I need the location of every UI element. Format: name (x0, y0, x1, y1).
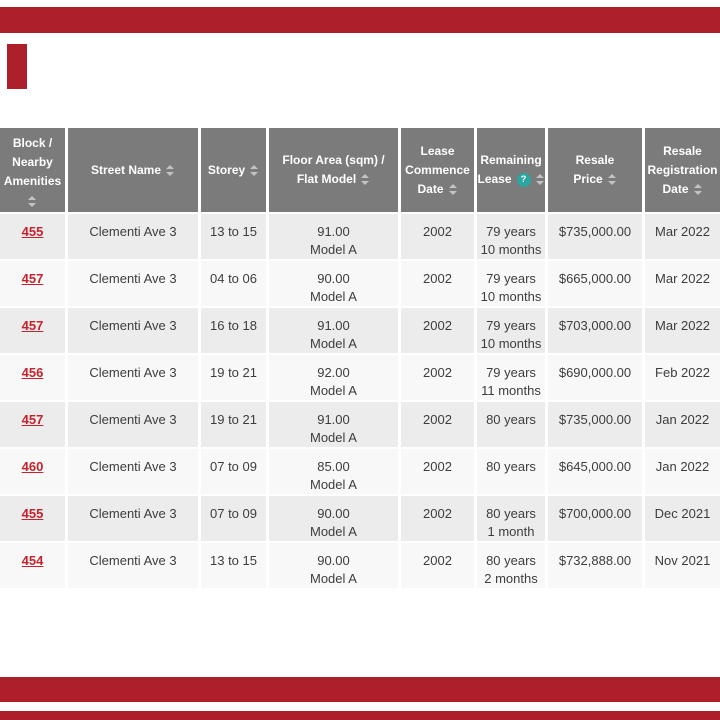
header-label-line: Lease (477, 172, 512, 186)
cell-resale-price (548, 402, 642, 447)
header-label-line: Resale (663, 143, 702, 158)
lease-commence-year: 2002 (423, 553, 452, 568)
header-label-line: Amenities (3, 173, 62, 188)
cell-remaining-lease (477, 402, 545, 447)
cell-floor-area-flat-model (269, 496, 398, 541)
cell-resale-registration-date (645, 496, 720, 541)
cell-street-name (68, 261, 198, 306)
cell-lease-commence-date (401, 543, 474, 588)
cell-storey (201, 214, 266, 259)
storey-range: 07 to 09 (210, 506, 257, 521)
sort-icon[interactable] (449, 184, 458, 195)
registration-date: Dec 2021 (654, 506, 711, 521)
column-header-lease-commence-date[interactable] (401, 128, 474, 212)
cell-storey (201, 449, 266, 494)
flat-model: Model A (310, 477, 357, 492)
block-link[interactable]: 457 (21, 271, 44, 286)
remaining-lease-years: 80 years (486, 506, 536, 521)
cell-floor-area-flat-model (269, 355, 398, 400)
help-icon[interactable]: ? (517, 173, 531, 187)
block-link[interactable]: 455 (21, 506, 44, 521)
lease-commence-year: 2002 (423, 459, 452, 474)
column-header-block-nearby-amenities[interactable] (0, 128, 65, 212)
remaining-lease-months: 10 months (480, 242, 542, 257)
street-name: Clementi Ave 3 (89, 318, 177, 333)
header-label-line: Date (662, 181, 689, 196)
cell-lease-commence-date (401, 308, 474, 353)
cell-block (0, 308, 65, 353)
site-bottom-bar (0, 677, 720, 702)
remaining-lease-months: 10 months (480, 336, 542, 351)
cell-floor-area-flat-model (269, 543, 398, 588)
header-label-line: Resale (575, 153, 615, 167)
remaining-lease-years: 79 years (486, 271, 536, 286)
cell-street-name (68, 308, 198, 353)
cell-block (0, 214, 65, 259)
lease-commence-year: 2002 (423, 506, 452, 521)
cell-street-name (68, 496, 198, 541)
remaining-lease-years: 79 years (486, 224, 536, 239)
cell-resale-price (548, 214, 642, 259)
cell-remaining-lease (477, 214, 545, 259)
cell-storey (201, 308, 266, 353)
cell-storey (201, 261, 266, 306)
lease-commence-year: 2002 (423, 365, 452, 380)
site-top-bar (0, 7, 720, 33)
cell-remaining-lease (477, 449, 545, 494)
cell-remaining-lease (477, 496, 545, 541)
storey-range: 19 to 21 (210, 412, 257, 427)
street-name: Clementi Ave 3 (89, 224, 177, 239)
sort-icon[interactable] (694, 184, 703, 195)
cell-resale-registration-date (645, 449, 720, 494)
floor-area: 92.00 (317, 365, 350, 380)
cell-block (0, 449, 65, 494)
resale-price: $645,000.00 (558, 459, 632, 474)
cell-storey (201, 543, 266, 588)
cell-lease-commence-date (401, 355, 474, 400)
flat-model: Model A (310, 524, 357, 539)
resale-price: $665,000.00 (558, 271, 632, 286)
cell-lease-commence-date (401, 261, 474, 306)
resale-price: $690,000.00 (558, 365, 632, 380)
resale-price: $732,888.00 (558, 553, 632, 568)
header-label-line: Commence (405, 162, 470, 177)
cell-block (0, 543, 65, 588)
remaining-lease-months: 1 month (487, 524, 535, 539)
header-label-line: Date (417, 181, 444, 196)
cell-street-name (68, 449, 198, 494)
registration-date: Mar 2022 (655, 318, 710, 333)
registration-date: Mar 2022 (655, 224, 710, 239)
column-header-floor-area-flat-model[interactable] (269, 128, 398, 212)
sort-icon[interactable] (608, 174, 617, 185)
storey-range: 04 to 06 (210, 271, 257, 286)
registration-date: Mar 2022 (655, 271, 710, 286)
street-name: Clementi Ave 3 (89, 553, 177, 568)
street-name: Clementi Ave 3 (89, 412, 177, 427)
floor-area: 91.00 (317, 412, 350, 427)
cell-remaining-lease (477, 261, 545, 306)
storey-range: 13 to 15 (210, 224, 257, 239)
floor-area: 91.00 (317, 318, 350, 333)
cell-street-name (68, 402, 198, 447)
flat-model: Model A (310, 336, 357, 351)
cell-resale-price (548, 261, 642, 306)
cell-resale-registration-date (645, 214, 720, 259)
block-link[interactable]: 454 (21, 553, 44, 568)
sort-icon[interactable] (536, 174, 545, 185)
cell-lease-commence-date (401, 214, 474, 259)
cell-remaining-lease (477, 543, 545, 588)
cell-resale-registration-date (645, 308, 720, 353)
street-name: Clementi Ave 3 (89, 459, 177, 474)
cell-street-name (68, 214, 198, 259)
header-label-line: Block / (12, 135, 53, 150)
header-label-line: Storey (207, 162, 246, 177)
remaining-lease-months: 2 months (484, 571, 538, 586)
block-link[interactable]: 457 (21, 412, 44, 427)
block-link[interactable]: 455 (21, 224, 44, 239)
flat-model: Model A (310, 289, 357, 304)
street-name: Clementi Ave 3 (89, 365, 177, 380)
registration-date: Nov 2021 (654, 553, 711, 568)
cell-lease-commence-date (401, 449, 474, 494)
remaining-lease-years: 79 years (486, 365, 536, 380)
cell-resale-price (548, 543, 642, 588)
remaining-lease-months: 10 months (480, 289, 542, 304)
column-header-remaining-lease[interactable] (477, 128, 545, 212)
site-left-red-block (7, 44, 27, 89)
column-header-resale-price[interactable] (548, 128, 642, 212)
column-header-street-name[interactable] (68, 128, 198, 212)
cell-storey (201, 355, 266, 400)
cell-floor-area-flat-model (269, 402, 398, 447)
cell-resale-price (548, 496, 642, 541)
cell-floor-area-flat-model (269, 449, 398, 494)
header-label-line: Lease (420, 143, 455, 158)
column-header-storey[interactable] (201, 128, 266, 212)
sort-icon[interactable] (28, 196, 37, 207)
floor-area: 90.00 (317, 506, 350, 521)
flat-model: Model A (310, 242, 357, 257)
cell-block (0, 355, 65, 400)
header-label-line: Remaining (480, 153, 542, 167)
block-link[interactable]: 457 (21, 318, 44, 333)
column-header-resale-registration-date[interactable] (645, 128, 720, 212)
sort-icon[interactable] (361, 174, 370, 185)
cell-floor-area-flat-model (269, 214, 398, 259)
cell-storey (201, 496, 266, 541)
flat-model: Model A (310, 430, 357, 445)
remaining-lease-years: 80 years (486, 553, 536, 568)
floor-area: 91.00 (317, 224, 350, 239)
lease-commence-year: 2002 (423, 271, 452, 286)
cell-floor-area-flat-model (269, 308, 398, 353)
street-name: Clementi Ave 3 (89, 271, 177, 286)
header-label-line: Price (573, 172, 603, 186)
block-link[interactable]: 460 (21, 459, 44, 474)
floor-area: 90.00 (317, 271, 350, 286)
cell-resale-price (548, 449, 642, 494)
registration-date: Feb 2022 (655, 365, 710, 380)
registration-date: Jan 2022 (655, 412, 710, 427)
cell-resale-price (548, 355, 642, 400)
cell-street-name (68, 543, 198, 588)
resale-price: $700,000.00 (558, 506, 632, 521)
lease-commence-year: 2002 (423, 318, 452, 333)
remaining-lease-years: 80 years (486, 412, 536, 427)
site-bottom-edge-strip (0, 711, 720, 720)
header-label-line: Floor Area (sqm) / (282, 153, 385, 167)
resale-price: $703,000.00 (558, 318, 632, 333)
street-name: Clementi Ave 3 (89, 506, 177, 521)
cell-resale-price (548, 308, 642, 353)
cell-remaining-lease (477, 308, 545, 353)
cell-resale-registration-date (645, 261, 720, 306)
cell-block (0, 496, 65, 541)
lease-commence-year: 2002 (423, 224, 452, 239)
header-label-line: Nearby (12, 154, 53, 169)
storey-range: 19 to 21 (210, 365, 257, 380)
cell-remaining-lease (477, 355, 545, 400)
floor-area: 85.00 (317, 459, 350, 474)
registration-date: Jan 2022 (655, 459, 710, 474)
header-label-line: Flat Model (296, 172, 357, 186)
storey-range: 13 to 15 (210, 553, 257, 568)
resale-price: $735,000.00 (558, 224, 632, 239)
cell-resale-registration-date (645, 402, 720, 447)
cell-storey (201, 402, 266, 447)
cell-block (0, 261, 65, 306)
cell-block (0, 402, 65, 447)
remaining-lease-years: 80 years (486, 459, 536, 474)
resale-price: $735,000.00 (558, 412, 632, 427)
flat-model: Model A (310, 383, 357, 398)
sort-icon[interactable] (250, 165, 259, 176)
lease-commence-year: 2002 (423, 412, 452, 427)
remaining-lease-months: 11 months (481, 383, 541, 398)
storey-range: 16 to 18 (210, 318, 257, 333)
sort-icon[interactable] (166, 165, 175, 176)
floor-area: 90.00 (317, 553, 350, 568)
cell-lease-commence-date (401, 496, 474, 541)
remaining-lease-years: 79 years (486, 318, 536, 333)
header-label-line: Registration (647, 162, 718, 177)
flat-model: Model A (310, 571, 357, 586)
cell-street-name (68, 355, 198, 400)
cell-resale-registration-date (645, 543, 720, 588)
cell-lease-commence-date (401, 402, 474, 447)
header-label-line: Street Name (90, 162, 162, 177)
cell-resale-registration-date (645, 355, 720, 400)
cell-floor-area-flat-model (269, 261, 398, 306)
resale-transactions-table (0, 128, 720, 588)
block-link[interactable]: 456 (21, 365, 44, 380)
storey-range: 07 to 09 (210, 459, 257, 474)
